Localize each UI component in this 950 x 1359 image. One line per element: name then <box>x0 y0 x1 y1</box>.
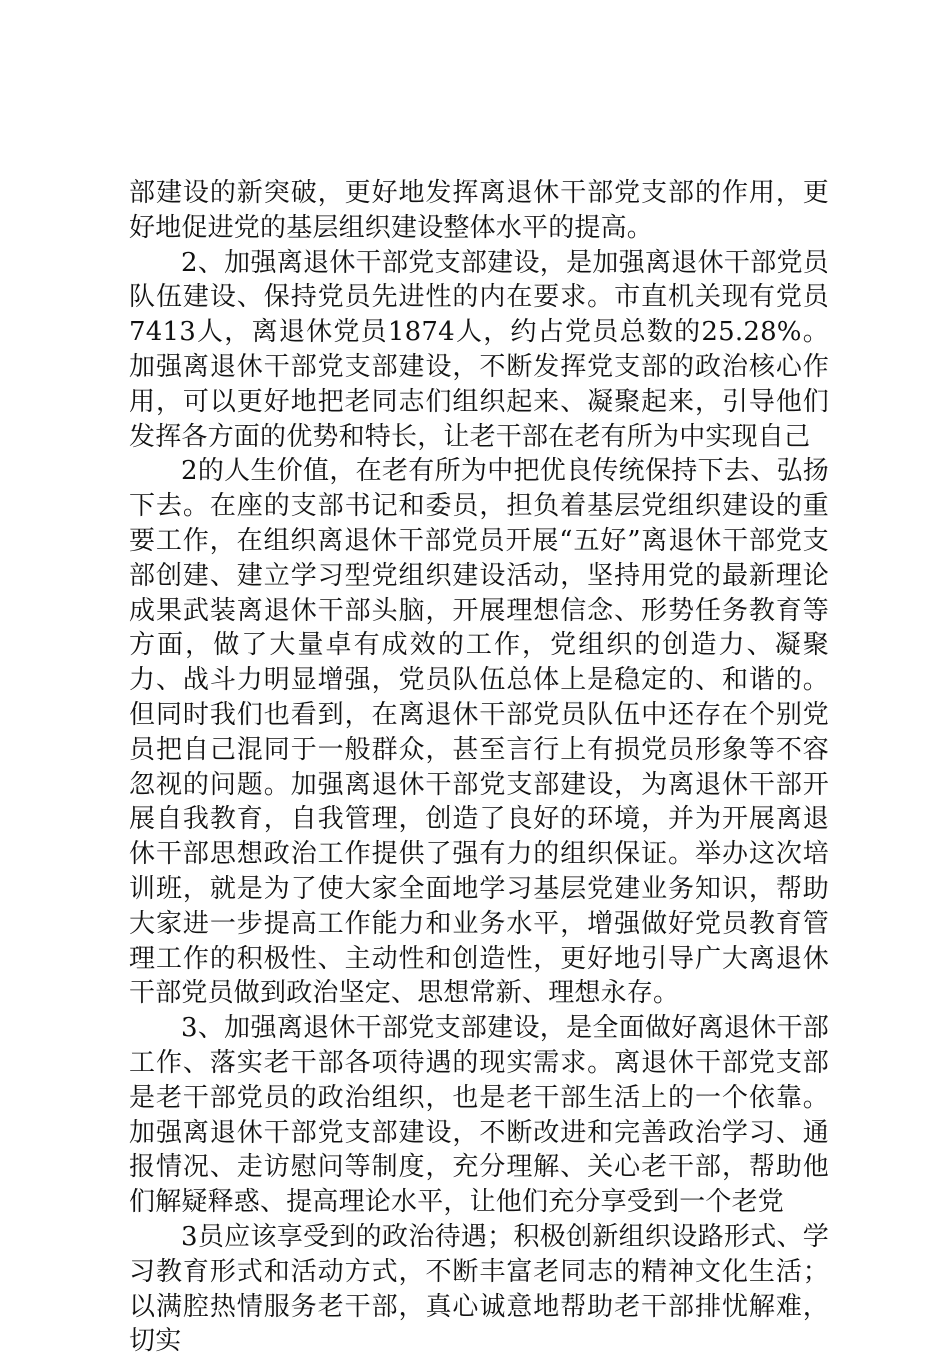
paragraph-page-2-continuation: 2的人生价值，在老有所为中把优良传统保持下去、弘扬下去。在座的支部书记和委员，担负着基层党组织建设的重要工作，在组织离退休干部党员开展“五好”离退休干部党支部创建、建立学习型党组织建设活动，坚持用党的最新理论成果武装离退休干部头脑，开展理想信念、形势任务教育等方面，做了大量卓有成效的工作，党组织的创造力、凝聚力、战斗力明显增强，党员队伍总体上是稳定的、和谐的。但同时我们也看到，在离退休干部党员队伍中还存在个别党员把自己混同于一般群众，甚至言行上有损党员形象等不容忽视的问题。加强离退休干部党支部建设，为离退休干部开展自我教育，自我管理，创造了良好的环境，并为开展离退休干部思想政治工作提供了强有力的组织保证。举办这次培训班，就是为了使大家全面地学习基层党建业务知识，帮助大家进一步提高工作能力和业务水平，增强做好党员教育管理工作的积极性、主动性和创造性，更好地引导广大离退休干部党员做到政治坚定、思想常新、理想永存。 <box>129 456 829 1009</box>
paragraph-point-2: 2、加强离退休干部党支部建设，是加强离退休干部党员队伍建设、保持党员先进性的内在要求。市直机关现有党员7413人，离退休党员1874人，约占党员总数的25.28%。加强离退休干部党支部建设，不断发挥党支部的政治核心作用，可以更好地把老同志们组织起来、凝聚起来，引导他们发挥各方面的优势和特长，让老干部在老有所为中实现自己 <box>129 247 829 452</box>
document-body <box>129 176 829 1359</box>
paragraph-point-3: 3、加强离退休干部党支部建设，是全面做好离退休干部工作、落实老干部各项待遇的现实需求。离退休干部党支部是老干部党员的政治组织，也是老干部生活上的一个依靠。加强离退休干部党支部建设，不断改进和完善政治学习、通报情况、走访慰问等制度，充分理解、关心老干部，帮助他们解疑释惑、提高理论水平，让他们充分享受到一个老党 <box>129 1013 829 1218</box>
paragraph-page-3-continuation: 3员应该享受到的政治待遇；积极创新组织设路形式、学习教育形式和活动方式，不断丰富老同志的精神文化生活；以满腔热情服务老干部，真心诚意地帮助老干部排忧解难，切实 <box>129 1221 829 1357</box>
paragraph-continuation: 部建设的新突破，更好地发挥离退休干部党支部的作用，更好地促进党的基层组织建设整体水平的提高。 <box>129 178 829 243</box>
